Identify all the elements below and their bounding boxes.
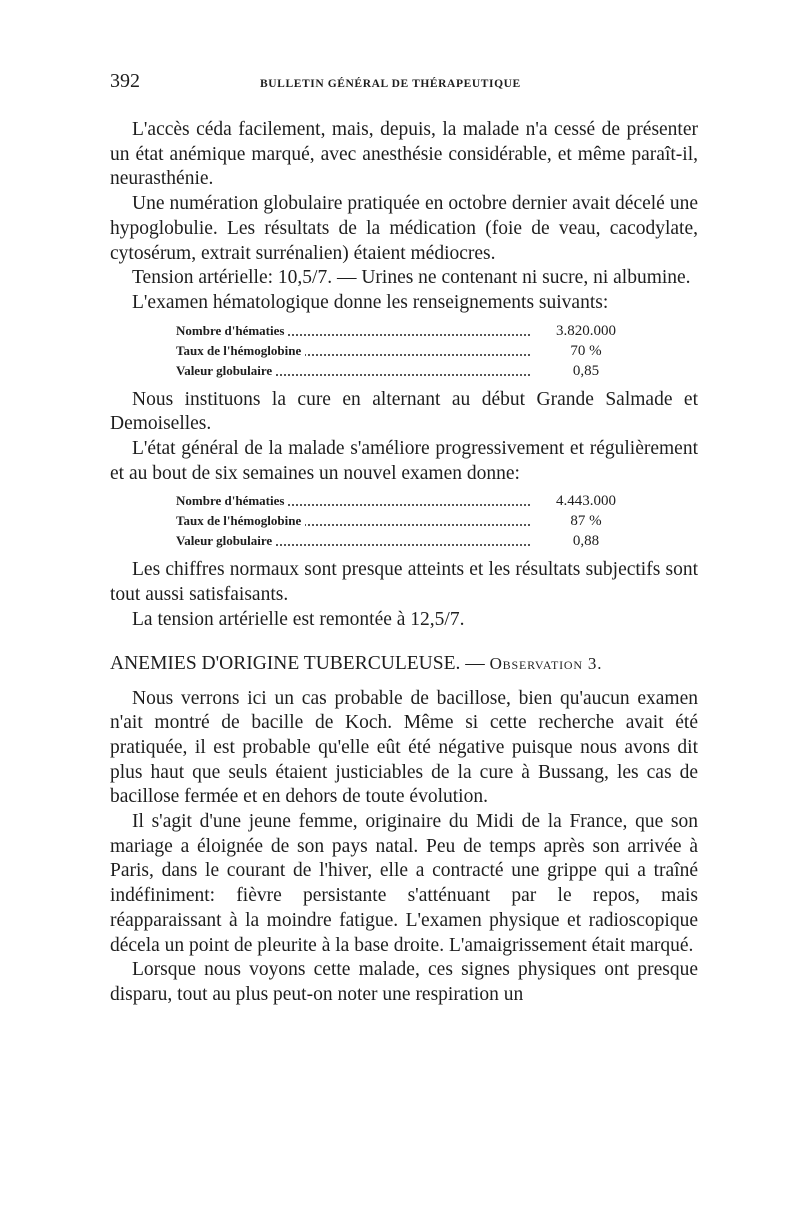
- table-row: [176, 361, 636, 381]
- table-label: Valeur globulaire: [176, 363, 276, 378]
- document-page: [110, 70, 698, 1008]
- paragraph: Nous instituons la cure en alternant au début Grande Salmade et Demoiselles.: [110, 388, 698, 435]
- paragraph: La tension artérielle est remontée à 12,5/7.: [132, 608, 465, 630]
- paragraph: Lorsque nous voyons cette malade, ces signes physiques ont presque disparu, tout au plus peut-on noter une respiration un: [110, 959, 698, 1005]
- page-number: 392: [110, 70, 140, 92]
- paragraph: L'examen hématologique donne les renseignements suivants:: [132, 291, 609, 313]
- table-value: 87 %: [570, 513, 602, 530]
- table-row: [176, 491, 636, 511]
- paragraph: Nous verrons ici un cas probable de bacillose, bien qu'aucun examen n'ait montré de bacille de Koch. Même si cette recherche avait été pratiquée, il est probable qu'elle eût été négative puisque nous avons dit plus haut que seuls étaient justiciables de la cure à Bussang, les cas de bacillose fermée et en dehors de toute évolution.: [110, 687, 698, 808]
- table-label: Nombre d'hématies: [176, 493, 288, 508]
- hematology-table-initial: [176, 321, 636, 381]
- paragraph: L'état général de la malade s'améliore progressivement et régulièrement et au bout de six semaines un nouvel examen donne:: [110, 438, 698, 484]
- section-title: ANEMIES D'ORIGINE TUBERCULEUSE. —: [110, 652, 485, 674]
- table-label: Taux de l'hémoglobine: [176, 343, 305, 358]
- page-header: [110, 70, 698, 104]
- table-row: [176, 341, 636, 361]
- paragraph: Tension artérielle: 10,5/7. — Urines ne contenant ni sucre, ni albumine.: [132, 267, 691, 289]
- section-heading: [110, 651, 698, 677]
- table-row: [176, 531, 636, 551]
- body-text: [110, 118, 698, 1008]
- table-value: 4.443.000: [556, 493, 616, 510]
- paragraph: Il s'agit d'une jeune femme, originaire du Midi de la France, que son mariage a éloignée de son pays natal. Peu de temps après son arrivée à Paris, dans le courant de l'hiver, elle a contracté une grippe qui a traîné indéfiniment: fièvre persistante s'atténuant par le repos, mais réapparaissant à la moindre fatigue. L'examen physique et radioscopique décela un point de pleurite à la base droite. L'amaigrissement était marqué.: [110, 811, 698, 956]
- table-label: Taux de l'hémoglobine: [176, 513, 305, 528]
- paragraph: Une numération globulaire pratiquée en octobre dernier avait décelé une hypoglobulie. Les résultats de la médication (foie de veau, cacodylate, cytosérum, extrait surrénalien) étaient médiocres.: [110, 193, 698, 264]
- table-value: 3.820.000: [556, 322, 616, 339]
- observation-label: Observation 3.: [489, 653, 603, 673]
- table-row: [176, 321, 636, 341]
- table-value: 0,88: [572, 533, 600, 550]
- running-head: BULLETIN GÉNÉRAL DE THÉRAPEUTIQUE: [260, 78, 521, 90]
- table-value: 70 %: [570, 342, 602, 359]
- table-row: [176, 511, 636, 531]
- paragraph: Les chiffres normaux sont presque atteints et les résultats subjectifs sont tout aussi satisfaisants.: [110, 559, 698, 606]
- table-label: Valeur globulaire: [176, 533, 276, 548]
- paragraph: L'accès céda facilement, mais, depuis, la malade n'a cessé de présenter un état anémique marqué, avec anesthésie considérable, et même paraît-il, neurasthénie.: [110, 119, 698, 190]
- table-value: 0,85: [572, 362, 600, 379]
- table-label: Nombre d'hématies: [176, 323, 288, 338]
- hematology-table-followup: [176, 491, 636, 551]
